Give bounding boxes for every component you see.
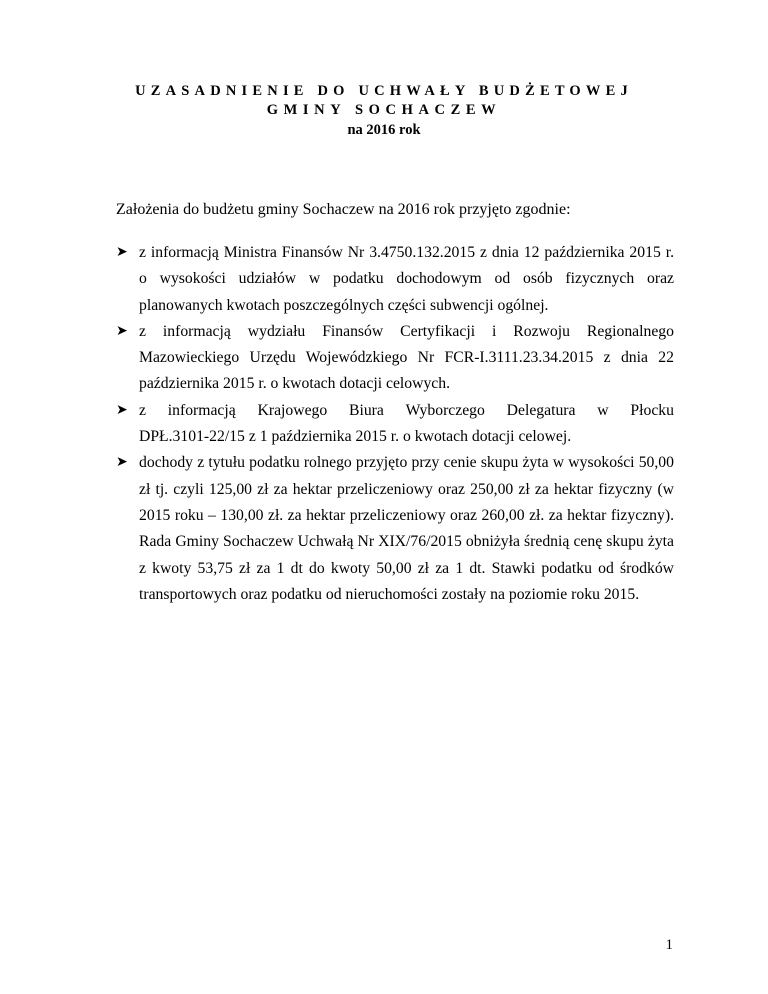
word: w <box>597 401 609 419</box>
document-title-line-2: GMINY SOCHACZEW <box>266 102 502 118</box>
list-item-text: z informacją Ministra Finansów Nr 3.4750.132.2015 z dnia 12 października 2015 r. o wysokości udziałów w podatku dochodowym od osób fizycznych oraz planowanych kwotach poszczególnych części subwencji ogólnej. <box>139 244 674 314</box>
list-item-line: DPŁ.3101-22/15 z 1 października 2015 r. o kwotach dotacji celowej. <box>139 428 572 446</box>
word: Płocku <box>630 401 674 419</box>
intro-paragraph: Założenia do budżetu gminy Sochaczew na 2016 rok przyjęto zgodnie: <box>116 201 571 218</box>
list-item-2 <box>116 319 674 398</box>
bullet-list <box>116 240 674 608</box>
document-title-line-1: UZASADNIENIE DO UCHWAŁY BUDŻETOWEJ <box>135 83 633 99</box>
list-item-1 <box>116 240 674 319</box>
word: Wyborczego <box>405 401 485 419</box>
arrow-bullet-icon: ➤ <box>116 455 128 471</box>
word: Delegatura <box>506 401 576 419</box>
list-item-text: z informacją wydziału Finansów Certyfikacji i Rozwoju Regionalnego Mazowieckiego Urzędu Wojewódzkiego Nr FCR-I.3111.23.34.2015 z dnia 22 października 2015 r. o kwotach dotacji celowych. <box>139 322 674 393</box>
word: Biura <box>349 401 384 419</box>
list-item-4 <box>116 450 674 608</box>
word: z <box>139 401 146 419</box>
page-number: 1 <box>665 937 673 953</box>
arrow-bullet-icon: ➤ <box>116 323 128 339</box>
word: Krajowego <box>257 401 328 419</box>
arrow-bullet-icon: ➤ <box>116 402 128 418</box>
arrow-bullet-icon: ➤ <box>116 245 128 260</box>
document-title-line-3: na 2016 rok <box>347 122 421 138</box>
word: informacją <box>167 401 236 419</box>
list-item-3 <box>116 398 674 451</box>
list-item-line <box>139 398 674 424</box>
list-item-text: dochody z tytułu podatku rolnego przyjęto przy cenie skupu żyta w wysokości 50,00 zł tj. czyli 125,00 zł za hektar przeliczeniowy oraz 250,00 zł za hektar fizyczny (w 2015 roku – 130,00 zł. za hektar przeliczeniowy oraz 260,00 zł. za hektar fizyczny). Rada Gminy Sochaczew Uchwałą Nr XIX/76/2015 obniżyła średnią cenę skupu żyta z kwoty 53,75 zł za 1 dt do kwoty 50,00 zł za 1 dt. Stawki podatku od środków transportowych oraz podatku od nieruchomości zostały na poziomie roku 2015. <box>139 454 674 603</box>
